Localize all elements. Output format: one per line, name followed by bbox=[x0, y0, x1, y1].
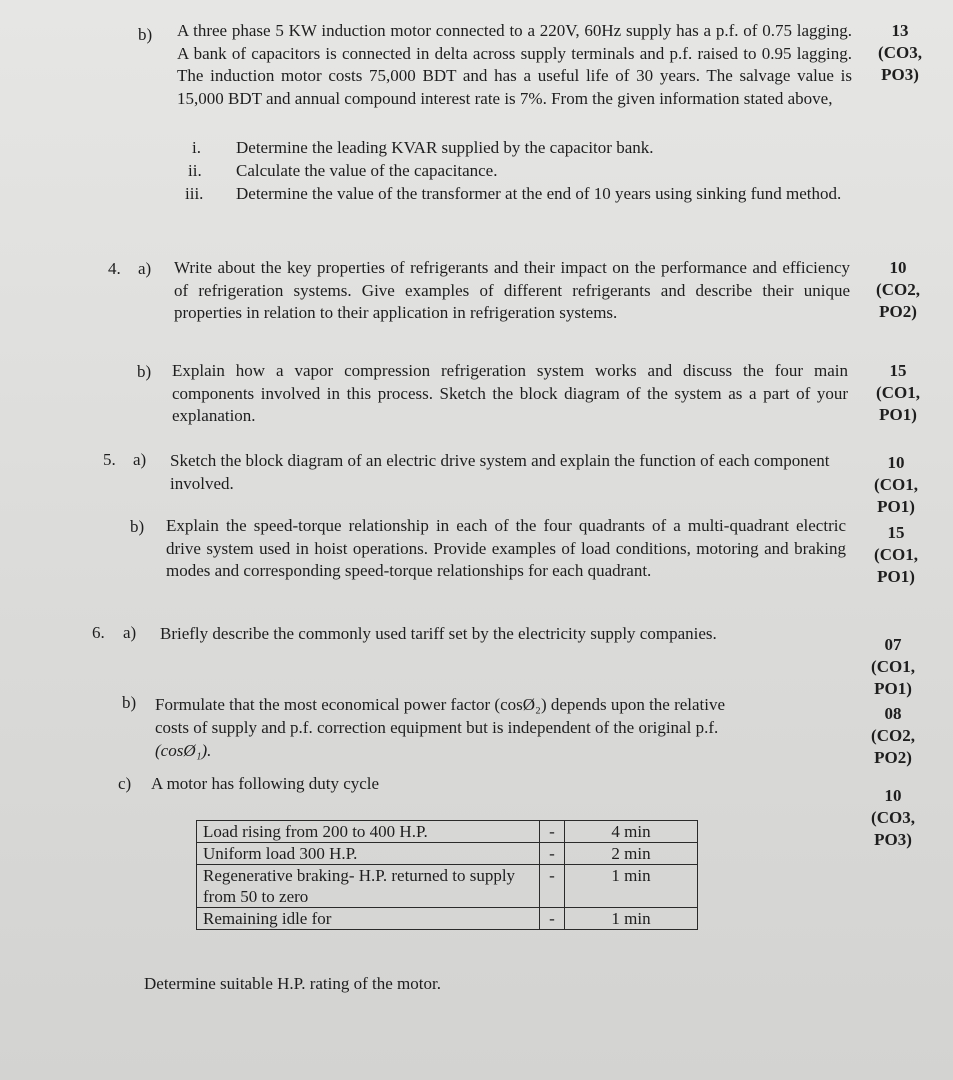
table-cell-dash: - bbox=[540, 908, 565, 930]
q5a-text: Sketch the block diagram of an electric drive system and explain the function of each component involved. bbox=[170, 451, 830, 493]
marks-co: (CO1, bbox=[871, 657, 915, 676]
table-cell-dash: - bbox=[540, 821, 565, 843]
marks-value: 15 bbox=[887, 523, 905, 542]
q6c-footer: Determine suitable H.P. rating of the motor. bbox=[144, 974, 441, 993]
q6b-line2: costs of supply and p.f. correction equipment but is independent of the original p.f. bbox=[155, 718, 719, 737]
table-cell-dash: - bbox=[540, 843, 565, 865]
marks-co: (CO3, bbox=[878, 43, 922, 62]
marks-value: 07 bbox=[884, 635, 902, 654]
q3b-sub-i-num: i. bbox=[192, 138, 201, 157]
marks-po: PO1) bbox=[879, 405, 917, 424]
marks-value: 10 bbox=[884, 786, 902, 805]
q5b-text: Explain the speed-torque relationship in each of the four quadrants of a multi-quadrant electric drive system used in hoist operations. Provide examples of load conditions, motoring and braking modes and corresponding speed-torque relationships for each quadrant. bbox=[166, 516, 846, 580]
table-cell-description: Load rising from 200 to 400 H.P. bbox=[197, 821, 540, 843]
table-cell-time: 1 min bbox=[565, 865, 698, 908]
q4b-label: b) bbox=[137, 362, 152, 381]
marks-value: 10 bbox=[887, 453, 905, 472]
table-cell-description: Remaining idle for bbox=[197, 908, 540, 930]
q6b-line1: Formulate that the most economical power factor (cosØ₂) depends upon the relative bbox=[155, 695, 726, 714]
marks-po: PO3) bbox=[881, 65, 919, 84]
marks-po: PO1) bbox=[877, 497, 915, 516]
marks-co: (CO2, bbox=[876, 280, 920, 299]
marks-value: 13 bbox=[891, 21, 909, 40]
marks-value: 08 bbox=[884, 704, 902, 723]
table-row bbox=[197, 821, 698, 843]
table-row bbox=[197, 865, 698, 908]
q6c-marks bbox=[848, 785, 938, 851]
table-cell-time: 2 min bbox=[565, 843, 698, 865]
q3b-sub-i-text: Determine the leading KVAR supplied by the capacitor bank. bbox=[236, 138, 654, 157]
marks-po: PO1) bbox=[874, 679, 912, 698]
marks-value: 10 bbox=[889, 258, 907, 277]
table-row bbox=[197, 908, 698, 930]
marks-co: (CO3, bbox=[871, 808, 915, 827]
q3b-sub-ii-num: ii. bbox=[188, 161, 202, 180]
q5b-marks bbox=[851, 522, 941, 588]
marks-co: (CO1, bbox=[876, 383, 920, 402]
q4b-marks bbox=[853, 360, 943, 426]
q5a-marks bbox=[851, 452, 941, 518]
q4a-text: Write about the key properties of refrigerants and their impact on the performance and efficiency of refrigeration systems. Give examples of different refrigerants and describe their unique properties in relation to their application in refrigeration systems. bbox=[174, 258, 850, 322]
table-cell-description: Regenerative braking- H.P. returned to supply from 50 to zero bbox=[197, 865, 540, 908]
q3b-marks bbox=[855, 20, 945, 86]
marks-co: (CO1, bbox=[874, 545, 918, 564]
marks-po: PO2) bbox=[874, 748, 912, 767]
marks-po: PO1) bbox=[877, 567, 915, 586]
q3b-sub-iii-num: iii. bbox=[185, 184, 204, 203]
q6-number: 6. bbox=[92, 623, 105, 642]
duty-cycle-table bbox=[196, 820, 698, 930]
q3b-label: b) bbox=[138, 25, 153, 44]
table-cell-description: Uniform load 300 H.P. bbox=[197, 843, 540, 865]
q6b-line3: (cosØ₁). bbox=[155, 741, 212, 760]
q6c-label: c) bbox=[118, 774, 132, 793]
q6a-text: Briefly describe the commonly used tariff set by the electricity supply companies. bbox=[160, 624, 717, 643]
q6a-label: a) bbox=[123, 623, 137, 642]
q6b-marks bbox=[848, 703, 938, 769]
q6b-label: b) bbox=[122, 693, 137, 712]
q3b-sub-ii-text: Calculate the value of the capacitance. bbox=[236, 161, 498, 180]
q6c-text: A motor has following duty cycle bbox=[151, 774, 380, 793]
q4a-label: a) bbox=[138, 259, 152, 278]
marks-value: 15 bbox=[889, 361, 907, 380]
q4a-marks bbox=[853, 257, 943, 323]
q4-number: 4. bbox=[108, 259, 121, 278]
q4b-text: Explain how a vapor compression refrigeration system works and discuss the four main components involved in this process. Sketch the block diagram of the system as a part of your explanation. bbox=[172, 361, 848, 425]
q5-number: 5. bbox=[103, 450, 116, 469]
table-row bbox=[197, 843, 698, 865]
q5b-label: b) bbox=[130, 517, 145, 536]
q3b-sub-iii-text: Determine the value of the transformer at the end of 10 years using sinking fund method. bbox=[236, 184, 842, 203]
marks-po: PO2) bbox=[879, 302, 917, 321]
table-cell-time: 1 min bbox=[565, 908, 698, 930]
marks-co: (CO2, bbox=[871, 726, 915, 745]
q3b-text: A three phase 5 KW induction motor connected to a 220V, 60Hz supply has a p.f. of 0.75 lagging. A bank of capacitors is connected in delta across supply terminals and p.f. raised to 0.95 lagging. The induction motor costs 75,000 BDT and has a useful life of 30 years. The salvage value is 15,000 BDT and annual compound interest rate is 7%. From the given information stated above, bbox=[177, 21, 852, 108]
table-cell-dash: - bbox=[540, 865, 565, 908]
marks-po: PO3) bbox=[874, 830, 912, 849]
table-cell-time: 4 min bbox=[565, 821, 698, 843]
marks-co: (CO1, bbox=[874, 475, 918, 494]
q5a-label: a) bbox=[133, 450, 147, 469]
q6a-marks bbox=[848, 634, 938, 700]
